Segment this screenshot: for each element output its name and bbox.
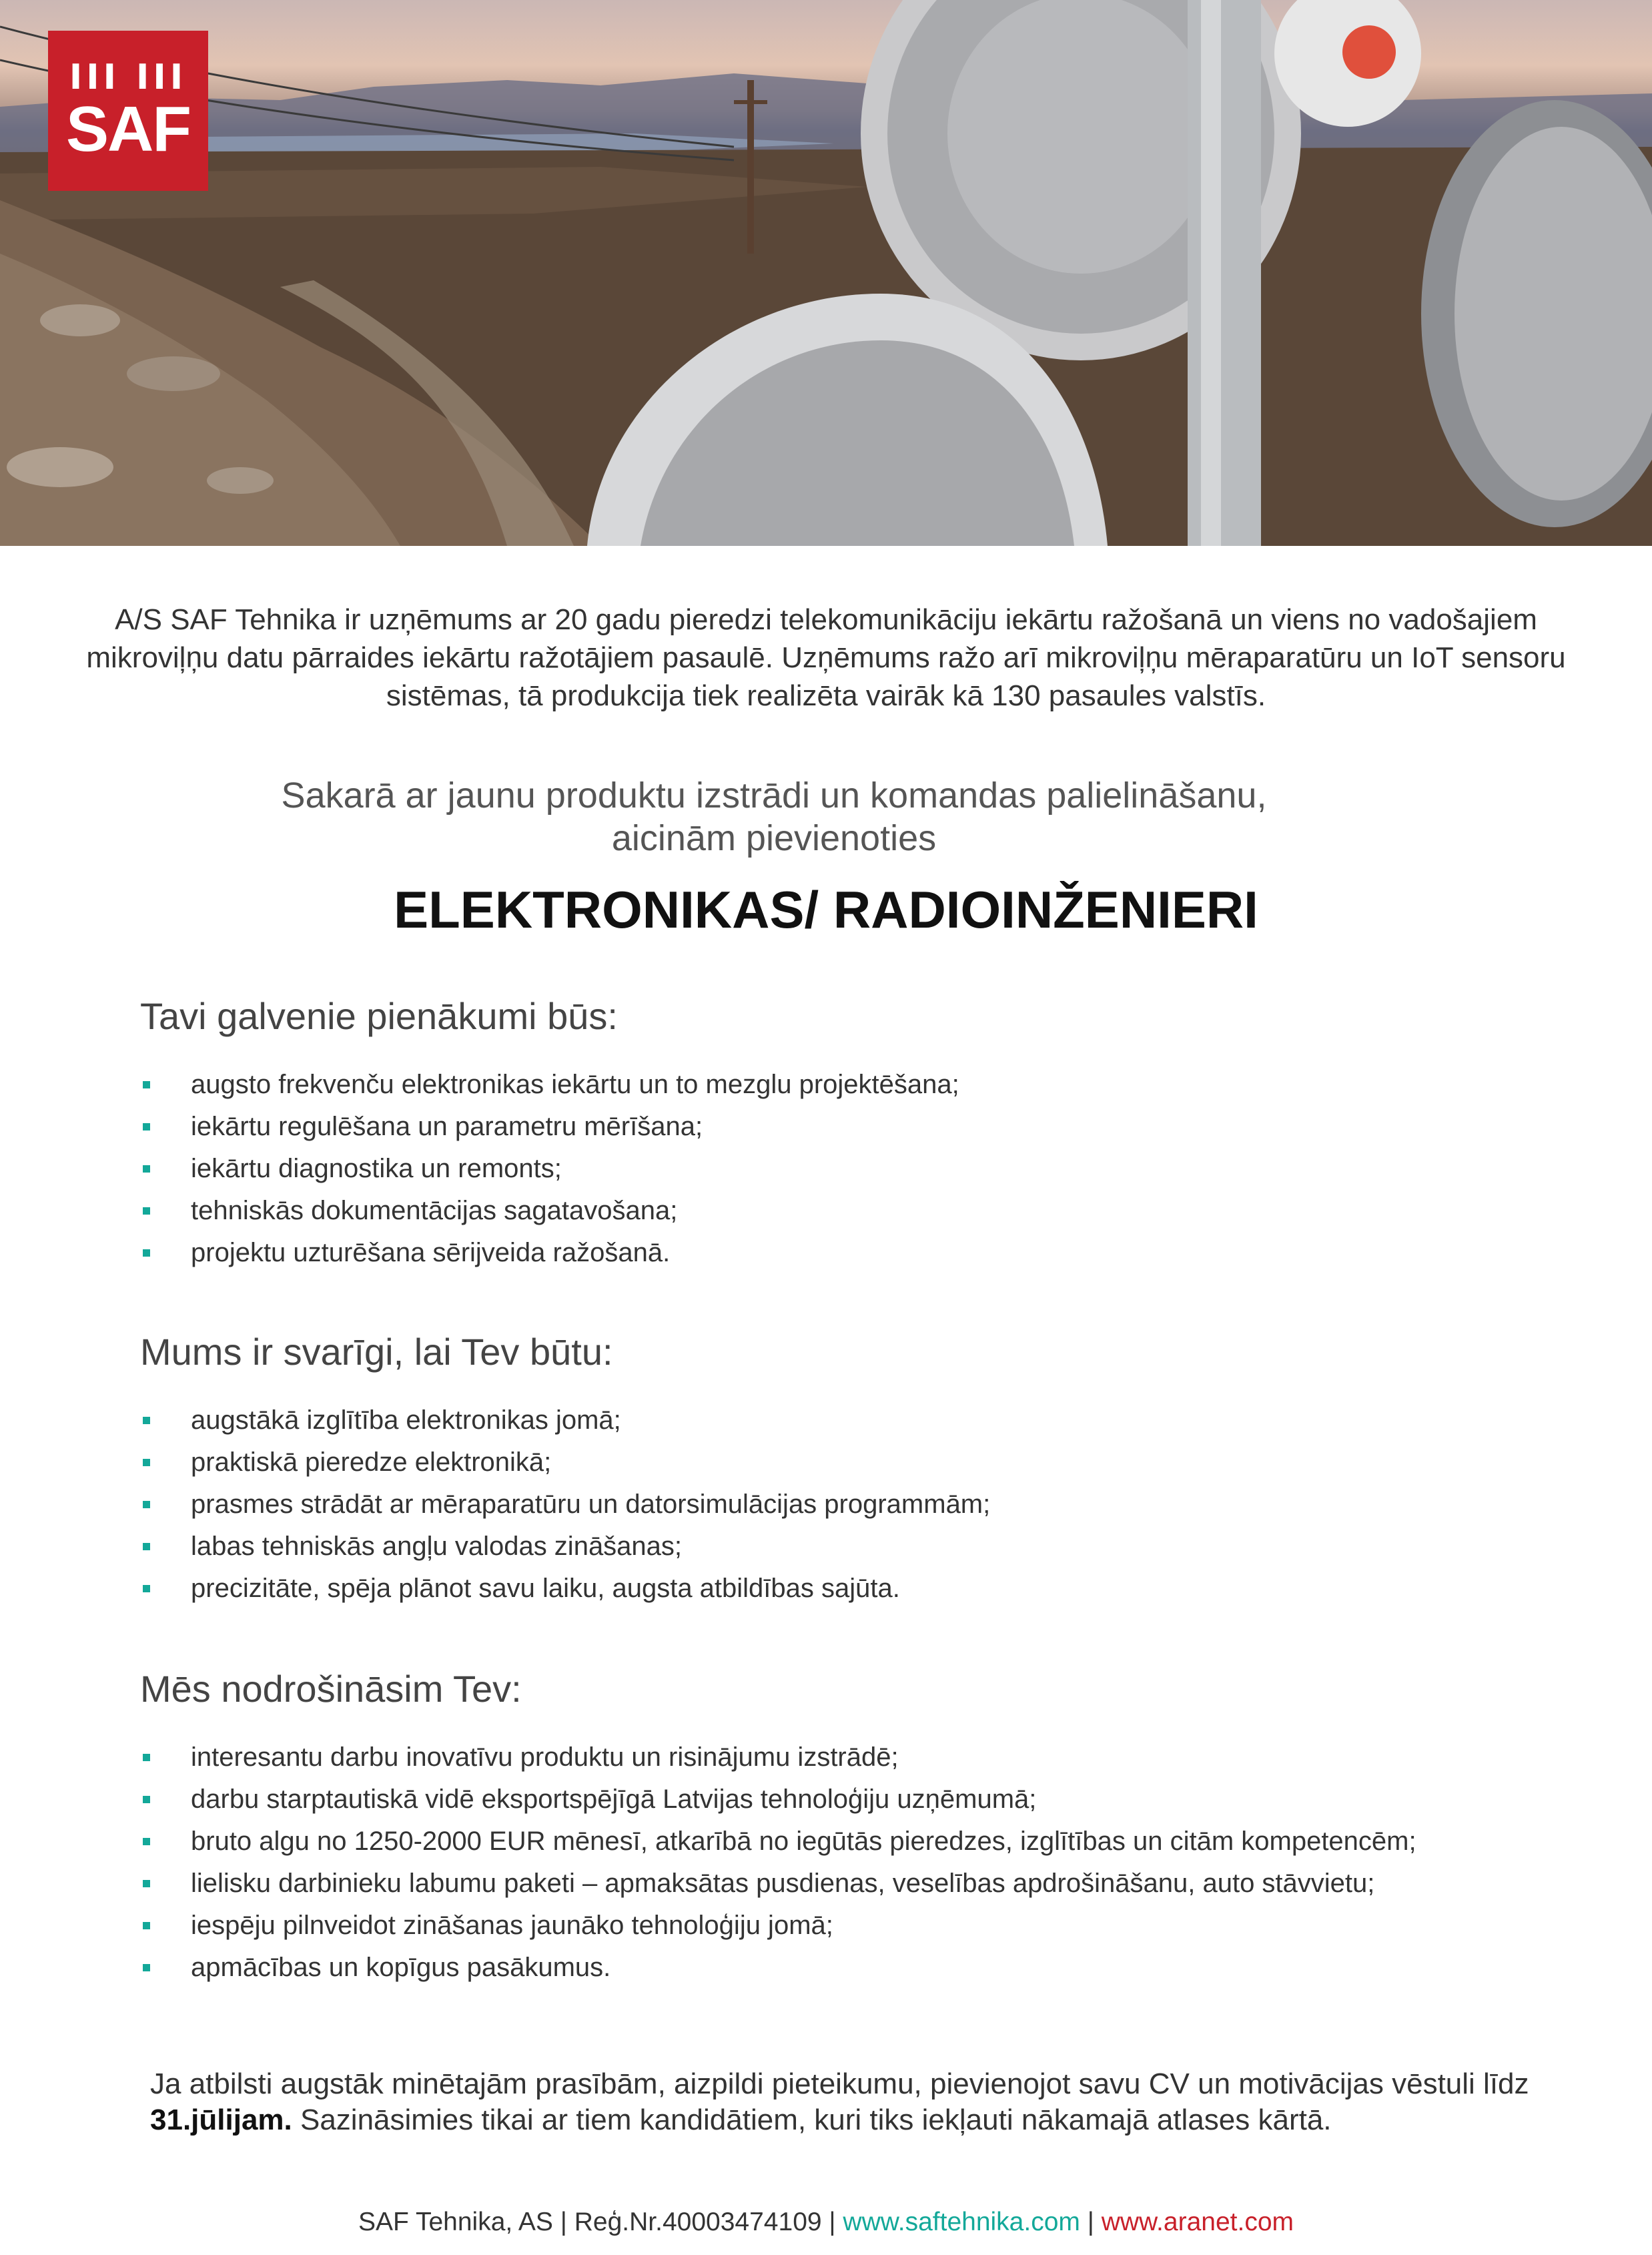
aranet-link[interactable]: www.aranet.com [1101,2208,1294,2236]
footer-separator: | [829,2208,836,2236]
bullet-icon [143,1838,150,1845]
list-item [140,1905,1416,1947]
list-item [140,1190,959,1232]
bullet-icon [143,1249,150,1257]
footer-reg-number: Reģ.Nr.40003474109 [574,2208,822,2236]
list-item-text: iekārtu diagnostika un remonts; [191,1154,562,1183]
list-benefits [140,1736,1416,1989]
list-item-text: augsto frekvenču elektronikas iekārtu un to mezglu projektēšana; [191,1070,959,1099]
list-item [140,1821,1416,1863]
lead-line-1: Sakarā ar jaunu produktu izstrādi un komandas palielināšanu, [281,775,1267,816]
bullet-icon [143,1501,150,1508]
lead-line-2: aicinām pievienoties [611,818,937,858]
list-item [140,1526,990,1568]
list-item-text: precizitāte, spēja plānot savu laiku, augsta atbildības sajūta. [191,1574,900,1603]
bullet-icon [143,1964,150,1971]
closing-paragraph [150,2066,1565,2138]
list-item-text: darbu starptautiskā vidē eksportspējīgā Latvijas tehnoloģiju uzņēmumā; [191,1785,1037,1814]
closing-text-2: Sazināsimies tikai ar tiem kandidātiem, kuri tiks iekļauti nākamajā atlases kārtā. [292,2104,1332,2136]
deadline-date: 31.jūlijam. [150,2104,292,2136]
bullet-icon [143,1417,150,1424]
list-item [140,1148,959,1190]
list-item [140,1064,959,1106]
saf-logo [48,31,208,191]
saftehnika-link[interactable]: www.saftehnika.com [843,2208,1080,2236]
bullet-icon [143,1880,150,1887]
list-item-text: iespēju pilnveidot zināšanas jaunāko tehnoloģiju jomā; [191,1911,833,1940]
bullet-icon [143,1796,150,1803]
list-requirements [140,1399,990,1610]
list-item-text: tehniskās dokumentācijas sagatavošana; [191,1196,678,1225]
list-item-text: projektu uzturēšana sērijveida ražošanā. [191,1238,671,1267]
list-item-text: praktiskā pieredze elektronikā; [191,1447,552,1477]
company-intro: A/S SAF Tehnika ir uzņēmums ar 20 gadu pieredzi telekomunikāciju iekārtu ražošanā un viens no vadošajiem mikroviļņu datu pārraides iekārtu ražotājiem pasaulē. Uzņēmums ražo arī mikroviļņu mēraparatūru un IoT sensoru sistēmas, tā produkcija tiek realizēta vairāk kā 130 pasaules valstīs. [86,603,1566,712]
list-item-text: bruto algu no 1250-2000 EUR mēnesī, atkarībā no iegūtās pieredzes, izglītības un citām kompetencēm; [191,1827,1416,1856]
list-item [140,1441,990,1484]
list-item [140,1779,1416,1821]
list-item [140,1568,990,1610]
list-item [140,1106,959,1148]
logo-text: SAF [66,93,190,165]
section-heading-requirements: Mums ir svarīgi, lai Tev būtu: [140,1331,613,1373]
bullet-icon [143,1459,150,1466]
list-item-text: lielisku darbinieku labumu paketi – apmaksātas pusdienas, veselības apdrošināšanu, auto stāvvietu; [191,1869,1375,1898]
footer-separator: | [1087,2208,1094,2236]
bullet-icon [143,1585,150,1592]
logo-bars: III III [69,57,187,97]
bullet-icon [143,1754,150,1761]
hero-photo [0,0,1652,546]
footer-separator: | [560,2208,567,2236]
bullet-icon [143,1081,150,1088]
list-item [140,1232,959,1274]
list-item [140,1863,1416,1905]
closing-text-1: Ja atbilsti augstāk minētajām prasībām, aizpildi pieteikumu, pievienojot savu CV un motivācijas vēstuli līdz [150,2067,1529,2100]
bullet-icon [143,1165,150,1173]
list-item [140,1484,990,1526]
bullet-icon [143,1207,150,1215]
list-responsibilities [140,1064,959,1274]
footer-company: SAF Tehnika, AS [358,2208,553,2236]
section-heading-benefits: Mēs nodrošināsim Tev: [140,1668,522,1710]
list-item [140,1947,1416,1989]
list-item [140,1399,990,1441]
section-heading-responsibilities: Tavi galvenie pienākumi būs: [140,995,618,1037]
list-item-text: prasmes strādāt ar mēraparatūru un datorsimulācijas programmām; [191,1490,991,1519]
list-item-text: interesantu darbu inovatīvu produktu un risinājumu izstrādē; [191,1742,899,1772]
job-title: ELEKTRONIKAS/ RADIOINŽENIERI [394,880,1258,939]
footer [0,2208,1652,2237]
list-item [140,1736,1416,1779]
list-item-text: apmācības un kopīgus pasākumus. [191,1953,611,1982]
lead-text [173,774,1374,860]
bullet-icon [143,1922,150,1929]
list-item-text: augstākā izglītība elektronikas jomā; [191,1405,621,1435]
list-item-text: labas tehniskās angļu valodas zināšanas; [191,1532,683,1561]
bullet-icon [143,1543,150,1550]
bullet-icon [143,1123,150,1131]
hero-illustration [0,0,1652,546]
list-item-text: iekārtu regulēšana un parametru mērīšana; [191,1112,703,1141]
